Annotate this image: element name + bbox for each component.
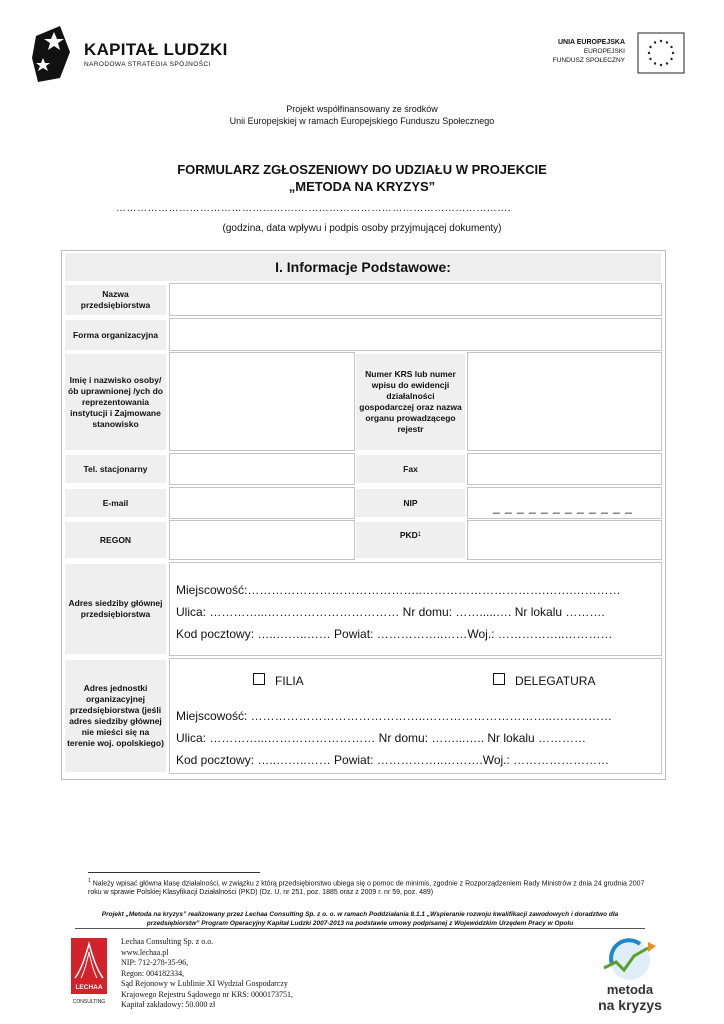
eu-line3: FUNDUSZ SPOŁECZNY — [552, 57, 625, 64]
company-line: Krajowego Rejestru Sądowego nr KRS: 0000173751, — [121, 989, 293, 999]
label-pkd — [356, 522, 465, 558]
label-tel: Tel. stacjonarny — [65, 455, 166, 483]
adres-jednostki-kod[interactable]: Kod pocztowy: …..……..…… Powiat: ……………..……….Woj.: …………………… — [176, 753, 610, 767]
filia-checkbox[interactable] — [253, 673, 265, 685]
cofinancing-line1: Projekt współfinansowany ze środków — [286, 104, 438, 114]
company-line: Kapitał zakładowy: 50.000 zł — [121, 1000, 216, 1009]
project-note: Projekt „Metoda na kryzys” realizowany przez Lechaa Consulting Sp. z o. o. w ramach Poddziałania 8.1.1 „Wspieranie rozwoju kwalifikacji zawodowych i doradztwo dla przedsiębiorstw” Program Operacyjny Kapitał Ludzki 2007-2013 na podstawie umowy podpisanej z Wojewódzkim Urzędem Pracy w Opolu — [101, 911, 619, 927]
label-nip: NIP — [356, 489, 465, 517]
pkd-footnote-ref: 1 — [417, 532, 422, 538]
label-imie-nazwisko: Imię i nazwisko osoby/ób uprawnionej /ych do reprezentowania instytucji i Zajmowane stanowisko — [65, 354, 166, 450]
nip-mask: _ _ _ _ _ _ _ _ _ _ _ _ — [493, 500, 633, 514]
regon-input[interactable] — [169, 520, 355, 560]
email-input[interactable] — [169, 487, 355, 519]
imie-nazwisko-input[interactable] — [169, 352, 355, 451]
label-nazwa: Nazwa przedsiębiorstwa — [65, 285, 166, 315]
footnote-text: Należy wpisać główna klasę działalności, w związku z którą przedsiębiorstwo ubiega się o pomoc de minimis, zgodnie z Rozporządzeniem Rady Ministrów z dnia 24 grudnia 2007 roku w sprawie Polskiej Klasyfikacji Działalności (PKD) (Dz. U. nr 251, poz. 1885 oraz z 2009 r. nr 59, poz. 489) — [88, 880, 645, 897]
label-forma: Forma organizacyjna — [65, 320, 166, 350]
pkd-input[interactable] — [467, 520, 662, 560]
adres-jednostki-miejscowosc[interactable]: Miejscowość: ……………………………………..…………………………..…………… — [176, 709, 613, 723]
delegatura-checkbox[interactable] — [493, 673, 505, 685]
adres-glowny-kod[interactable]: Kod pocztowy: …..……..…… Powiat: ……………..……Woj.: ……………..………… — [176, 627, 613, 641]
forma-input[interactable] — [169, 318, 662, 351]
company-info — [121, 937, 293, 1011]
kapital-ludzki-title: KAPITAŁ LUDZKI — [84, 40, 228, 59]
filia-label: FILIA — [275, 674, 304, 688]
footnote-rule — [88, 872, 260, 873]
footer-rule — [75, 928, 645, 929]
section-title: I. Informacje Podstawowe: — [65, 253, 661, 281]
delegatura-label: DELEGATURA — [515, 674, 596, 688]
eu-line2: EUROPEJSKI — [583, 48, 625, 55]
adres-jednostki-ulica[interactable]: Ulica: …………...……………………… Nr domu: ……...….. Nr lokalu ………… — [176, 731, 587, 745]
consulting-word: CONSULTING — [72, 999, 106, 1005]
eu-text — [545, 38, 625, 65]
company-line: Sąd Rejonowy w Lublinie XI Wydział Gospodarczy — [121, 979, 288, 988]
nazwa-input[interactable] — [169, 283, 662, 316]
tel-input[interactable] — [169, 453, 355, 485]
adres-glowny-miejscowosc[interactable]: Miejscowość:……………………………………..………………………….…….………… — [176, 583, 621, 597]
footnote-marker: 1 — [88, 878, 91, 884]
form-title-line1: FORMULARZ ZGŁOSZENIOWY DO UDZIAŁU W PROJEKCIE — [177, 162, 547, 177]
label-pkd-text: PKD — [399, 530, 418, 540]
mnk-line1: metoda — [606, 982, 654, 997]
mnk-line2: na kryzys — [598, 997, 662, 1013]
metoda-na-kryzys-logo — [590, 934, 670, 1014]
company-line: Lechaa Consulting Sp. z o.o. — [121, 937, 214, 946]
label-fax: Fax — [356, 455, 465, 483]
label-email: E-mail — [65, 489, 166, 517]
form-title-line2: „METODA NA KRYZYS” — [288, 179, 436, 194]
label-adres-glowny: Adres siedziby głównej przedsiębiorstwa — [65, 564, 166, 654]
adres-glowny-ulica[interactable]: Ulica: …………...…………………………… Nr domu: …….....…. Nr lokalu ………. — [176, 605, 605, 619]
signature-hint: (godzina, data wpływu i podpis osoby przyjmującej dokumenty) — [222, 223, 502, 234]
label-regon: REGON — [65, 522, 166, 558]
label-adres-jednostki: Adres jednostki organizacyjnej przedsiębiorstwa (jeśli adres siedziby głównej nie mieści się na terenie woj. opolskiego) — [65, 660, 166, 772]
nip-input[interactable] — [467, 487, 662, 519]
lechaa-word: LECHAA — [75, 984, 103, 991]
company-line[interactable]: www.lechaa.pl — [121, 947, 169, 957]
krs-input[interactable] — [467, 352, 662, 451]
cofinancing-line2: Unii Europejskiej w ramach Europejskiego Funduszu Społecznego — [229, 116, 495, 126]
eu-line1: UNIA EUROPEJSKA — [557, 39, 625, 46]
lechaa-logo — [67, 938, 111, 1006]
kapital-ludzki-subtitle: NARODOWA STRATEGIA SPÓJNOŚCI — [84, 61, 211, 68]
company-line: NIP: 712-278-35-96, — [121, 958, 189, 967]
company-line: Regon: 004182334, — [121, 968, 185, 978]
fax-input[interactable] — [467, 453, 662, 485]
label-krs: Numer KRS lub numer wpisu do ewidencji działalności gospodarczej oraz nazwa organu prowadzącego rejestr — [356, 354, 465, 450]
signature-dotted-line[interactable]: …………………………………………….……………………………………………………. — [116, 203, 512, 214]
footnote — [88, 877, 648, 897]
